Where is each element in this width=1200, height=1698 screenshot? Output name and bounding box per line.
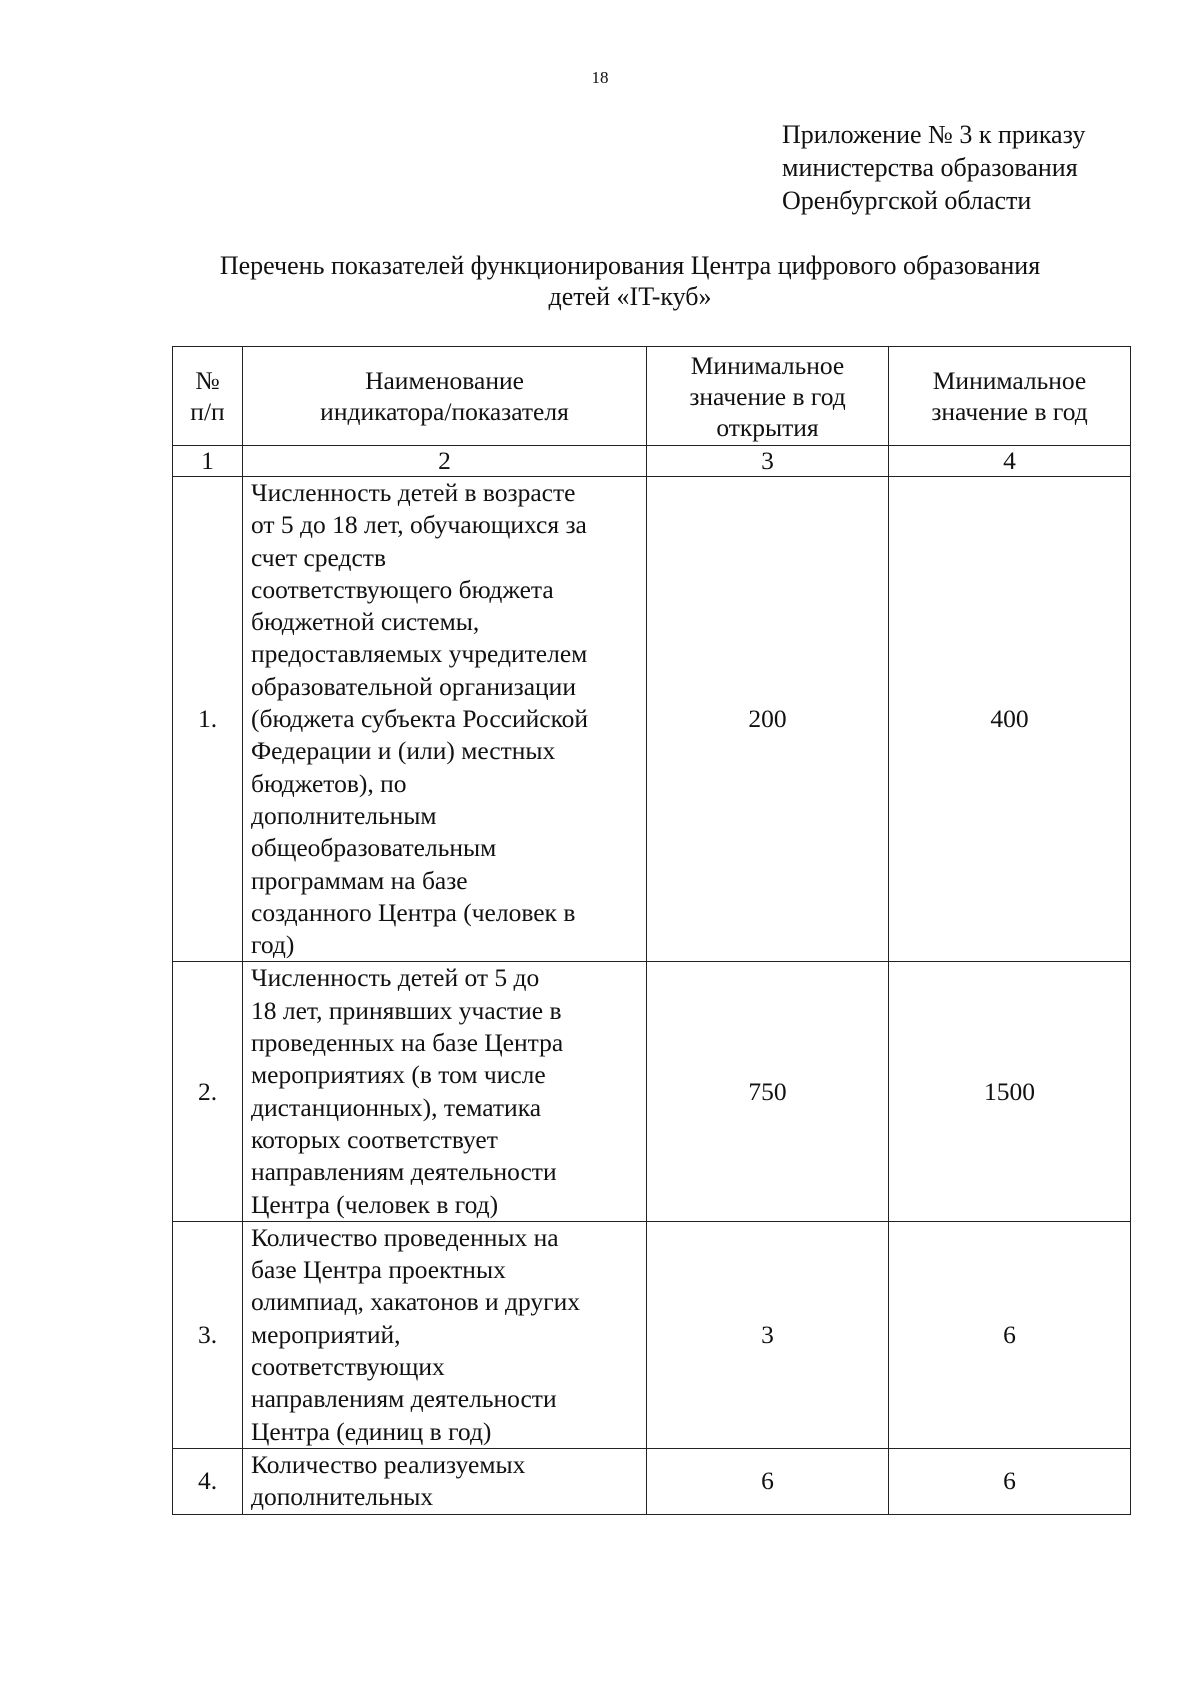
min-year-value: 1500 xyxy=(889,962,1131,1221)
column-number: 3 xyxy=(647,446,889,477)
min-year-value: 400 xyxy=(889,477,1131,962)
indicator-line: дополнительным xyxy=(251,800,437,830)
header-num-line: № xyxy=(195,366,220,395)
table-row xyxy=(173,1221,1131,1448)
indicator-line: Численность детей в возрасте xyxy=(251,478,576,507)
indicator-line: Центра (человек в год) xyxy=(251,1189,499,1219)
page-number: 18 xyxy=(591,68,609,87)
header-open-line: Минимальное xyxy=(690,350,845,380)
indicator-line: бюджетов), по xyxy=(251,768,407,798)
indicator-line: (бюджета субъекта Российской xyxy=(251,704,589,734)
header-open-line: открытия xyxy=(716,412,819,442)
indicator-line: соответствующих xyxy=(251,1352,445,1382)
appendix-line: Оренбургской области xyxy=(782,186,1032,215)
indicator-line: мероприятий, xyxy=(251,1319,401,1349)
min-open-year-value: 200 xyxy=(647,477,889,962)
indicator-line: от 5 до 18 лет, обучающихся за xyxy=(251,510,587,540)
header-min-open-year xyxy=(647,347,889,446)
indicator-line: бюджетной системы, xyxy=(251,607,480,637)
document-title xyxy=(150,250,1110,312)
appendix-line: министерства образования xyxy=(782,153,1078,182)
header-open-line: значение в год xyxy=(689,381,846,411)
column-number: 1 xyxy=(173,446,243,477)
indicator-line: направлениям деятельности xyxy=(251,1157,557,1187)
header-num-line: п/п xyxy=(190,397,225,426)
indicator-line: год) xyxy=(251,930,295,960)
appendix-note xyxy=(782,118,1085,217)
indicator-line: базе Центра проектных xyxy=(251,1255,506,1285)
header-name xyxy=(243,347,647,446)
header-year-line: значение в год xyxy=(931,397,1088,426)
indicator-line: Федерации и (или) местных xyxy=(251,736,556,766)
indicator-name xyxy=(243,477,647,962)
table-row xyxy=(173,1448,1131,1514)
indicator-line: 18 лет, принявших участие в xyxy=(251,995,562,1025)
indicator-line: счет средств xyxy=(251,542,386,572)
min-year-value: 6 xyxy=(889,1448,1131,1514)
min-open-year-value: 750 xyxy=(647,962,889,1221)
table-header-row xyxy=(173,347,1131,446)
indicator-line: мероприятиях (в том числе xyxy=(251,1060,546,1090)
header-name-line: Наименование xyxy=(365,366,524,395)
title-line: детей «IT-куб» xyxy=(548,282,712,311)
indicator-line: соответствующего бюджета xyxy=(251,574,554,604)
indicators-table xyxy=(172,346,1131,1515)
table-row xyxy=(173,477,1131,962)
appendix-line: Приложение № 3 к приказу xyxy=(782,120,1086,149)
row-number: 2. xyxy=(173,962,243,1221)
column-number: 2 xyxy=(243,446,647,477)
indicator-line: олимпиад, хакатонов и других xyxy=(251,1287,581,1317)
indicator-line: дистанционных), тематика xyxy=(251,1092,542,1122)
indicator-line: образовательной организации xyxy=(251,671,576,701)
indicator-line: созданного Центра (человек в xyxy=(251,897,576,927)
row-number: 4. xyxy=(173,1448,243,1514)
min-open-year-value: 3 xyxy=(647,1221,889,1448)
title-line: Перечень показателей функционирования Центра цифрового образования xyxy=(219,251,1041,280)
indicator-line: Количество проведенных на xyxy=(251,1222,559,1252)
header-name-line: индикатора/показателя xyxy=(320,397,569,426)
min-open-year-value: 6 xyxy=(647,1448,889,1514)
indicator-line: которых соответствует xyxy=(251,1124,498,1154)
header-min-year xyxy=(889,347,1131,446)
header-num xyxy=(173,347,243,446)
indicator-name xyxy=(243,962,647,1221)
indicator-name xyxy=(243,1221,647,1448)
min-year-value: 6 xyxy=(889,1221,1131,1448)
indicator-line: Центра (единиц в год) xyxy=(251,1416,492,1446)
indicator-line: проведенных на базе Центра xyxy=(251,1028,564,1058)
indicator-line: дополнительных xyxy=(251,1482,434,1512)
indicator-line: Количество реализуемых xyxy=(251,1449,526,1479)
column-number-row xyxy=(173,446,1131,477)
column-number: 4 xyxy=(889,446,1131,477)
indicator-line: общеобразовательным xyxy=(251,833,497,863)
row-number: 3. xyxy=(173,1221,243,1448)
header-year-line: Минимальное xyxy=(932,366,1087,395)
indicator-line: предоставляемых учредителем xyxy=(251,639,588,669)
indicator-line: программам на базе xyxy=(251,865,468,895)
indicator-line: Численность детей от 5 до xyxy=(251,963,540,993)
table-row xyxy=(173,962,1131,1221)
indicator-name xyxy=(243,1448,647,1514)
indicator-line: направлениям деятельности xyxy=(251,1384,557,1414)
row-number: 1. xyxy=(173,477,243,962)
